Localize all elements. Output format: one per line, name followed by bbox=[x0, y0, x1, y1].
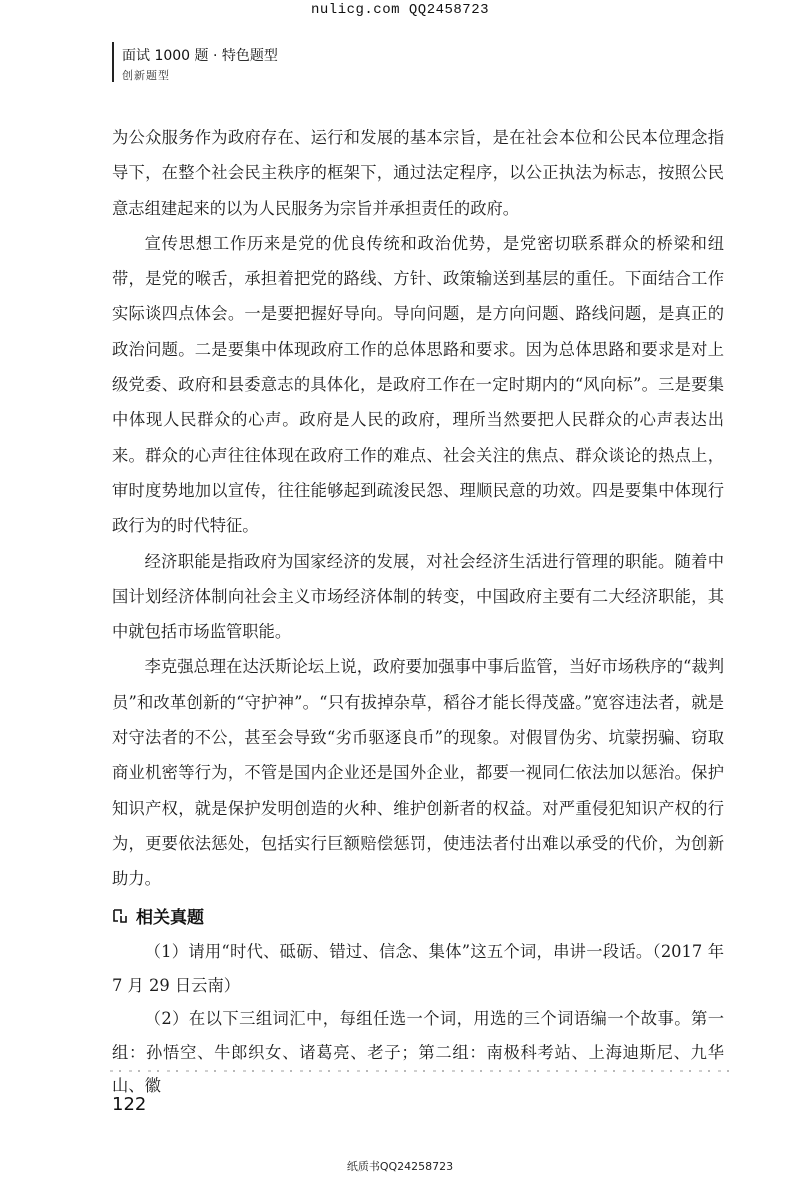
section-heading-label: 相关真题 bbox=[136, 908, 204, 928]
book-bracket-icon bbox=[112, 908, 128, 924]
running-header-title: 面试 1000 题 · 特色题型 bbox=[122, 48, 278, 64]
section-heading bbox=[112, 903, 204, 928]
paragraph: 宣传思想工作历来是党的优良传统和政治优势，是党密切联系群众的桥梁和纽带，是党的喉舌，承担着把党的路线、方针、政策输送到基层的重任。下面结合工作实际谈四点体会。一是要把握好导向。导向问题，是方向问题、路线问题，是真正的政治问题。二是要集中体现政府工作的总体思路和要求。因为总体思路和要求是对上级党委、政府和县委意志的具体化，是政府工作在一定时期内的“风向标”。三是要集中体现人民群众的心声。政府是人民的政府，理所当然要把人民群众的心声表达出来。群众的心声往往体现在政府工作的难点、社会关注的焦点、群众谈论的热点上，审时度势地加以宣传，往往能够起到疏浚民怨、理顺民意的功效。四是要集中体现行政行为的时代特征。 bbox=[112, 233, 724, 536]
page-number: 122 bbox=[112, 1094, 147, 1115]
paragraph: 经济职能是指政府为国家经济的发展，对社会经济生活进行管理的职能。随着中国计划经济体制向社会主义市场经济体制的转变，中国政府主要有二大经济职能，其中就包括市场监管职能。 bbox=[112, 551, 724, 642]
header-divider bbox=[112, 42, 114, 82]
running-header-subtitle: 创新题型 bbox=[122, 69, 170, 82]
paragraph: 为公众服务作为政府存在、运行和发展的基本宗旨，是在社会本位和公民本位理念指导下，在整个社会民主秩序的框架下，通过法定程序，以公正执法为标志，按照公民意志组建起来的以为人民服务为宗旨并承担责任的政府。 bbox=[112, 128, 724, 218]
exam-question: （2）在以下三组词汇中，每组任选一个词，用选的三个词语编一个故事。第一组：孙悟空、牛郎织女、诸葛亮、老子；第二组：南极科考站、上海迪斯尼、九华山、徽 bbox=[112, 1009, 724, 1095]
exam-question-list bbox=[112, 935, 724, 1103]
exam-question: （1）请用“时代、砥砺、错过、信念、集体”这五个词，串讲一段话。（2017 年 7 月 29 日云南） bbox=[112, 942, 724, 995]
paragraph: 李克强总理在达沃斯论坛上说，政府要加强事中事后监管，当好市场秩序的“裁判员”和改革创新的“守护神”。“只有拔掉杂草，稻谷才能长得茂盛。”宽容违法者，就是对守法者的不公，甚至会导致“劣币驱逐良币”的现象。对假冒伪劣、坑蒙拐骗、窃取商业机密等行为，不管是国内企业还是国外企业，都要一视同仁依法加以惩治。保护知识产权，就是保护发明创造的火种、维护创新者的权益。对严重侵犯知识产权的行为，更要依法惩处，包括实行巨额赔偿惩罚，使违法者付出难以承受的代价，为创新助力。 bbox=[112, 657, 724, 889]
top-watermark: nulicg.com QQ2458723 bbox=[310, 2, 490, 18]
body-text bbox=[112, 120, 724, 897]
bottom-watermark: 纸质书QQ24258723 bbox=[346, 1160, 454, 1173]
scan-artifact-line bbox=[110, 1070, 730, 1072]
